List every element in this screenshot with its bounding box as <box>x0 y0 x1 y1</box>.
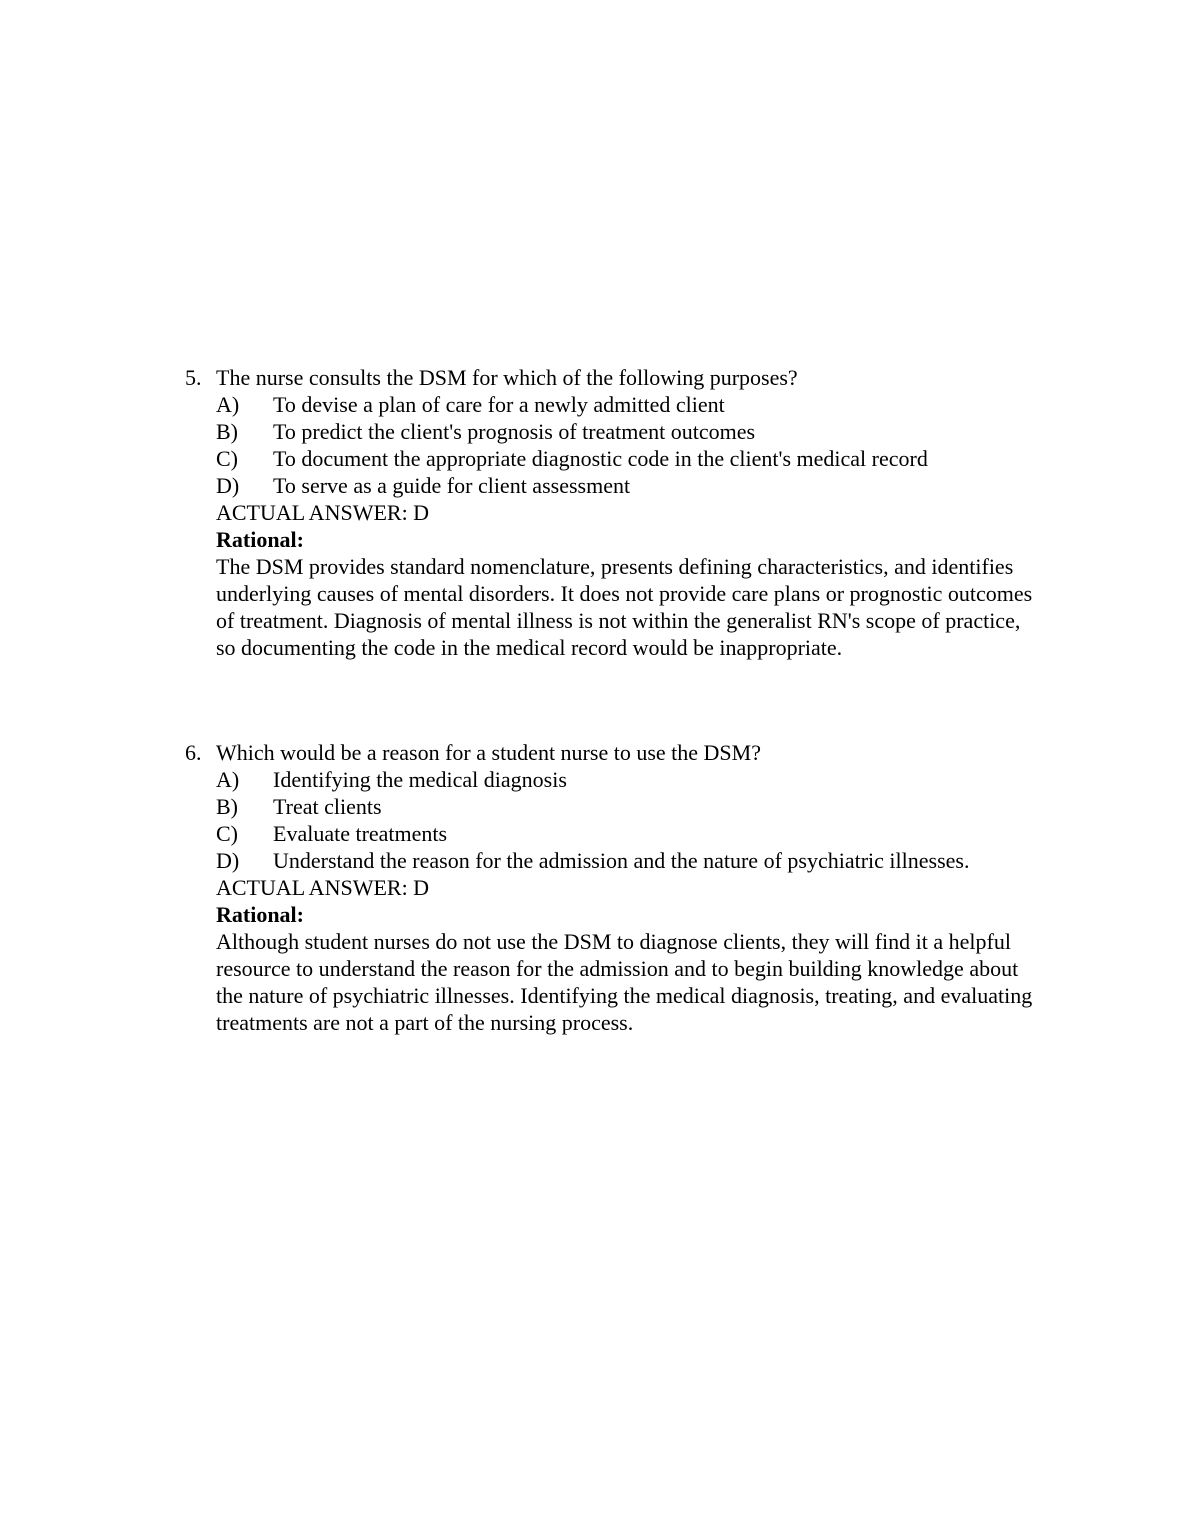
rational-heading: Rational: <box>216 902 304 927</box>
question-stem <box>185 739 1045 766</box>
option-text: To predict the client's prognosis of treatment outcomes <box>273 419 756 444</box>
actual-answer: ACTUAL ANSWER: D <box>216 875 430 900</box>
option-c <box>216 445 1045 472</box>
option-letter: C) <box>216 821 238 846</box>
option-a <box>216 766 1045 793</box>
option-text: To serve as a guide for client assessment <box>273 473 631 498</box>
question-text: The nurse consults the DSM for which of the following purposes? <box>216 365 798 390</box>
option-letter: A) <box>216 767 240 792</box>
question-text: Which would be a reason for a student nurse to use the DSM? <box>216 740 761 765</box>
question-number: 6. <box>185 740 202 765</box>
question-6 <box>185 739 1045 1036</box>
question-stem <box>185 364 1045 391</box>
actual-answer: ACTUAL ANSWER: D <box>216 500 430 525</box>
option-text: Evaluate treatments <box>273 821 448 846</box>
rational-heading: Rational: <box>216 527 304 552</box>
option-c <box>216 820 1045 847</box>
option-b <box>216 793 1045 820</box>
rational-text: The DSM provides standard nomenclature, presents defining characteristics, and identifies underlying causes of mental disorders. It does not provide care plans or prognostic outcomes of treatment. Diagnosis of mental illness is not within the generalist RN's scope of practice, so documenting the code in the medical record would be inappropriate. <box>216 554 1033 660</box>
question-5 <box>185 364 1045 661</box>
option-text: Identifying the medical diagnosis <box>273 767 567 792</box>
option-letter: A) <box>216 392 240 417</box>
option-letter: B) <box>216 419 238 444</box>
question-number: 5. <box>185 365 202 390</box>
option-b <box>216 418 1045 445</box>
option-letter: D) <box>216 848 240 873</box>
option-a <box>216 391 1045 418</box>
rational-text: Although student nurses do not use the DSM to diagnose clients, they will find it a helpful resource to understand the reason for the admission and to begin building knowledge about the nature of psychiatric illnesses. Identifying the medical diagnosis, treating, and evaluating treatments are not a part of the nursing process. <box>216 929 1033 1035</box>
option-letter: C) <box>216 446 238 471</box>
option-d <box>216 472 1045 499</box>
question-body <box>185 391 1045 661</box>
option-text: To document the appropriate diagnostic code in the client's medical record <box>273 446 928 471</box>
question-body <box>185 766 1045 1036</box>
option-text: To devise a plan of care for a newly admitted client <box>273 392 725 417</box>
option-d <box>216 847 1045 874</box>
option-text: Treat clients <box>273 794 382 819</box>
option-letter: D) <box>216 473 240 498</box>
option-letter: B) <box>216 794 238 819</box>
option-text: Understand the reason for the admission and the nature of psychiatric illnesses. <box>273 848 970 873</box>
